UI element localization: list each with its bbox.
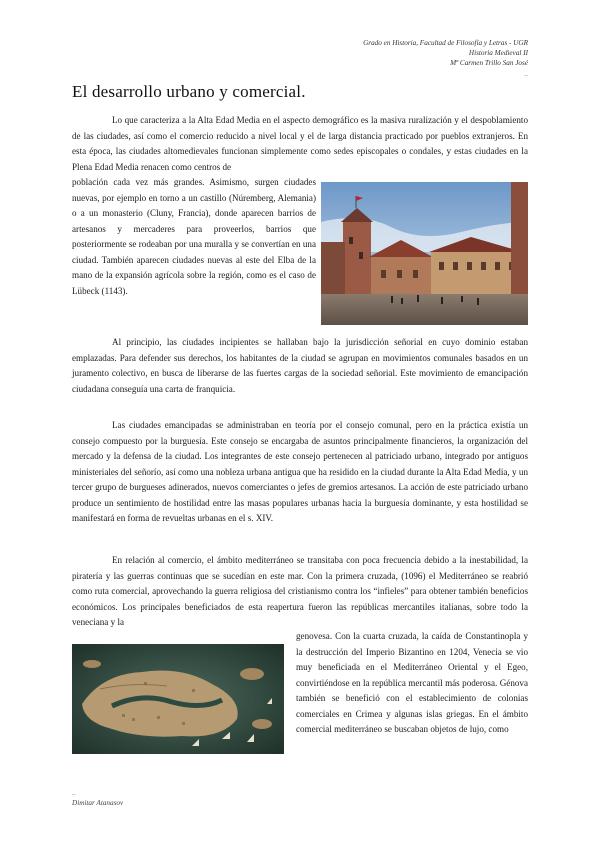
paragraph-patriciate: Las ciudades emancipadas se administraban en teoría por el consejo comunal, pero en la práctica existía un consejo compuesto por la burguesía. Este consejo se encargaba de asuntos principalmente financieros, la organización del mercado y la defensa de la ciudad. Los integrantes de este consejo pertenecen al patriciado urbano, integrado por antiguos ministeriales del señorío, así como una nobleza urbana antigua que ha residido en la ciudad durante la Alta Edad Media, y un tercer grupo de burgueses adinerados, nuevos comerciantes o jefes de gremios artesanos. La acción de este patriciado urbano produce un sentimiento de hostilidad entre las masas populares urbanas hacia la burguesía dominante, y esta hostilidad se manifestará en forma de revueltas urbanas en el s. XIV. (72, 420, 528, 523)
page-title: El desarrollo urbano y comercial. (72, 82, 306, 101)
castle-photo (321, 182, 528, 325)
paragraph-commerce: En relación al comercio, el ámbito mediterráneo se transitaba con poca frecuencia debido a la inestabilidad, la piratería y las guerras continuas que se sucedían en este mar. Con la primera cruzada, (1096) el Mediterráneo se reabrió como ruta comercial, aprovechando la guerra religiosa del cristianismo contra los “infieles” para obtener también beneficios económicos. Los principales beneficiados de esta reapertura fueron las repúblicas mercantiles italianas, sobre todo la veneciana y la (72, 555, 528, 627)
paragraph-commerce-continued: genovesa. Con la cuarta cruzada, la caída de Constantinopla y la destrucción del Imperio Bizantino en 1204, Venecia se vio muy beneficiada en el Mediterráneo Oriental y el Egeo, convirtiéndose en la república mercantil más poderosa. Génova también se benefició con el establecimiento de colonias comerciales en Crimea y algunas islas griegas. En el ámbito comercial mediterráneo se buscaban objetos de lujo, como (296, 631, 528, 734)
header-dash: _ (524, 69, 528, 77)
paragraph-intro: Lo que caracteriza a la Alta Edad Media en el aspecto demográfico es la masiva ruralización y el despoblamiento de las ciudades, así como el comercio reducido a nivel local y el de larga distancia practicado por pueblos extranjeros. En esta época, las ciudades altomedievales funcionan simplemente como sedes episcopales o condales, y estas ciudades en la Plena Edad Media renacen como centros de (72, 115, 528, 172)
footer-author: Dimitar Atanasov (72, 799, 124, 807)
venice-map-image (72, 644, 284, 754)
header-professor: Mª Carmen Trillo San José (450, 59, 528, 67)
footer-dash: _ (72, 788, 76, 796)
header-course: Grado en Historia, Facultad de Filosofía y Letras - UGR (363, 39, 528, 47)
header-subject: Historia Medieval II (468, 49, 528, 57)
document-header (363, 38, 528, 78)
paragraph-intro-continued: población cada vez más grandes. Asimismo, surgen ciudades nuevas, por ejemplo en torno a un castillo (Núremberg, Alemania) o a un monasterio (Cluny, Francia), donde aparecen barrios de artesanos y mercaderes para proveerlos, barrios que posteriormente se rodeaban por una muralla y se convertían en una ciudad. También aparecen ciudades nuevas al este del Elba de la mano de la expansión agrícola sobre la región, como es el caso de Lübeck (1143). (72, 177, 316, 296)
paragraph-emancipation: Al principio, las ciudades incipientes se hallaban bajo la jurisdicción señorial en cuyo dominio estaban emplazadas. Para defender sus derechos, los habitantes de la ciudad se agrupan en movimientos comunales basados en un juramento colectivo, en busca de liberarse de las fuertes cargas de la sociedad señorial. Este movimiento de emancipación ciudadana conseguía una carta de franquicia. (72, 337, 528, 394)
